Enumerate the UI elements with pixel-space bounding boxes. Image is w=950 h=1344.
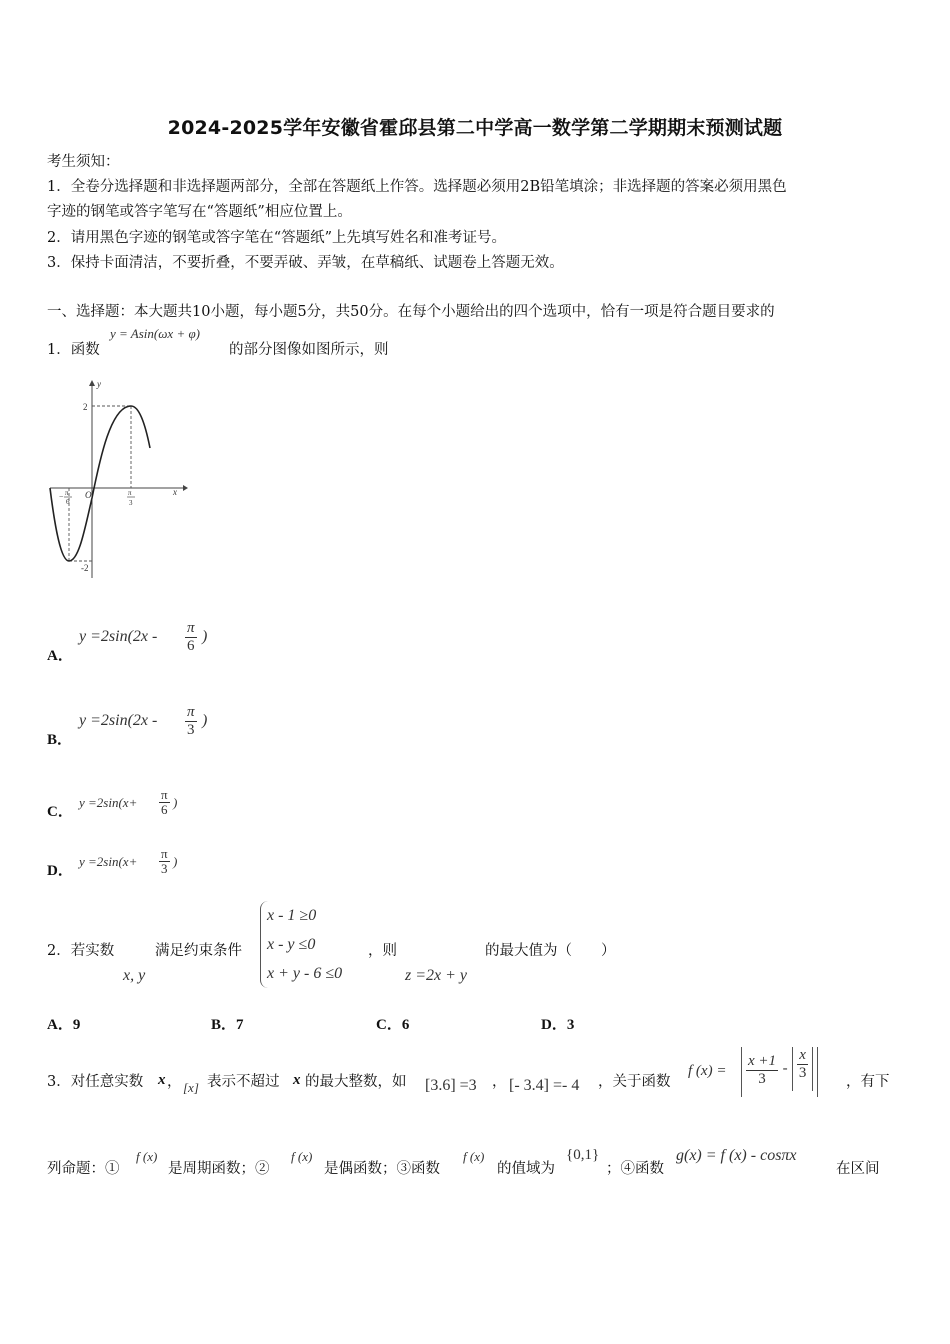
option-fraction: $\frac{\pi}{3}$ — [161, 846, 168, 876]
option-value: 7 — [236, 1017, 244, 1033]
q2-mid: 满足约束条件 — [155, 943, 242, 959]
q3-function-expression — [741, 1047, 818, 1097]
q3-text1: 表示不超过 — [207, 1074, 280, 1090]
outer-floor-bracket — [741, 1047, 818, 1097]
fraction-2: $\frac{x}{3}$ — [798, 1047, 807, 1081]
q3-line2-t5: ；④函数 — [606, 1161, 664, 1177]
q3-line2-t2: 是周期函数；② — [168, 1161, 270, 1177]
q3-var-x: x — [158, 1072, 166, 1088]
q3-text3: ，关于函数 — [598, 1074, 671, 1090]
option-formula-post: ) — [173, 795, 178, 810]
option-formula-pre: y =2sin(x+ — [79, 795, 138, 810]
x-right-den: 3 — [129, 499, 133, 507]
q2-prefix: 2．若实数 — [47, 943, 115, 959]
notice-item-2: 2．请用黑色字迹的钢笔或答字笔在“答题纸”上先填写姓名和准考证号。 — [47, 230, 507, 246]
option-label: A． — [47, 648, 73, 664]
constraint-3: x + y - 6 ≤0 — [267, 965, 343, 982]
q2-option-d[interactable] — [541, 1013, 574, 1034]
q3-floor-x: [x] — [183, 1080, 199, 1095]
q1-suffix: 的部分图像如图所示，则 — [229, 342, 389, 358]
option-label: C． — [47, 804, 73, 820]
inner-floor-bracket — [792, 1047, 813, 1091]
x-axis-arrow — [183, 485, 188, 491]
fraction-1: $\frac{x +1}{3}$ — [748, 1052, 777, 1087]
page-title: 2024-2025学年安徽省霍邱县第二中学高一数学第二学期期末预测试题 — [167, 117, 783, 139]
x-left-num: π — [65, 489, 69, 497]
q3-comma: ， — [167, 1074, 182, 1090]
y-axis-label: y — [97, 379, 101, 389]
option-label: D． — [541, 1017, 567, 1033]
notice-heading: 考生须知： — [47, 154, 120, 170]
option-formula-post: ) — [202, 712, 208, 729]
constraint-2: x - y ≤0 — [267, 936, 316, 953]
q2-then: ，则 — [368, 943, 397, 959]
option-label: B． — [211, 1017, 237, 1033]
option-value: 3 — [566, 1017, 575, 1033]
y-axis-arrow — [89, 380, 95, 386]
option-label: A． — [47, 1017, 73, 1033]
q2-objective: z =2x + y — [405, 967, 468, 984]
option-formula-pre: y =2sin(x+ — [79, 854, 138, 869]
option-fraction: $\frac{\pi}{6}$ — [161, 787, 168, 817]
option-label: C． — [376, 1017, 402, 1033]
q3-text4: ，有下 — [846, 1074, 890, 1090]
notice-item-1: 1．全卷分选择题和非选择题两部分，全部在答题纸上作答。选择题必须用2B铅笔填涂；非选择题的答案必须用黑色 — [47, 179, 787, 195]
notice-item-1-cont: 字迹的钢笔或答字笔写在“答题纸”相应位置上。 — [47, 204, 352, 220]
option-fraction: $\frac{\pi}{6}$ — [187, 620, 195, 654]
q2-vars: x, y — [123, 967, 146, 984]
option-formula-pre: y =2sin(2x - — [79, 628, 158, 645]
q3-line2-f3: f (x) — [463, 1149, 485, 1164]
q2-constraint-system — [260, 901, 342, 988]
option-formula-post: ) — [202, 628, 208, 645]
y-max-label: 2 — [83, 402, 88, 412]
q3-line2-t1: 列命题：① — [47, 1161, 120, 1177]
section-heading: 一、选择题：本大题共10小题，每小题5分，共50分。在每个小题给出的四个选项中，恰有一项是符合题目要求的 — [47, 304, 775, 320]
notice-item-3: 3．保持卡面清洁，不要折叠，不要弄破、弄皱，在草稿纸、试题卷上答题无效。 — [47, 255, 564, 271]
option-fraction: $\frac{\pi}{3}$ — [187, 704, 195, 738]
q3-fx-def: f (x) = — [688, 1063, 727, 1079]
q1-sine-graph — [45, 378, 195, 583]
sine-curve — [50, 406, 150, 561]
q2-option-b[interactable] — [211, 1013, 244, 1034]
option-formula-post: ) — [173, 854, 178, 869]
q3-line2-gx: g(x) = f (x) - cosπx — [676, 1147, 797, 1164]
origin-label: O — [85, 490, 92, 500]
option-value: 9 — [72, 1017, 81, 1033]
q3-var-x-2: x — [293, 1072, 301, 1088]
q3-line2-t6: 在区间 — [836, 1161, 880, 1177]
q2-option-a[interactable] — [47, 1013, 80, 1034]
q3-comma-2: ， — [492, 1074, 507, 1090]
option-label: B． — [47, 732, 73, 748]
minus-sign: - — [782, 1060, 788, 1077]
q3-prefix: 3．对任意实数 — [47, 1074, 144, 1090]
q3-example-1: [3.6] =3 — [425, 1077, 477, 1094]
option-value: 6 — [401, 1017, 410, 1033]
q3-line2-t4: 的值域为 — [497, 1161, 555, 1177]
q3-text2: 的最大整数，如 — [305, 1074, 407, 1090]
q3-line2-range: {0,1} — [566, 1147, 600, 1163]
x-left-sign: − — [59, 492, 64, 501]
q3-line2-t3: 是偶函数；③函数 — [324, 1161, 440, 1177]
q3-example-2: [- 3.4] =- 4 — [509, 1077, 580, 1094]
option-formula-pre: y =2sin(2x - — [79, 712, 158, 729]
x-left-den: 6 — [66, 498, 70, 506]
constraint-1: x - 1 ≥0 — [267, 907, 317, 924]
y-min-label: -2 — [81, 563, 89, 573]
q2-suffix: 的最大值为（ ） — [485, 943, 616, 959]
option-label: D． — [47, 863, 73, 879]
x-right-num: π — [128, 489, 132, 497]
q3-line2-f1: f (x) — [136, 1149, 158, 1164]
q3-line2-f2: f (x) — [291, 1149, 313, 1164]
q1-formula: y = Asin(ωx + φ) — [110, 326, 200, 341]
q2-option-c[interactable] — [376, 1013, 409, 1034]
q1-prefix: 1．函数 — [47, 342, 100, 358]
x-axis-label: x — [173, 487, 177, 497]
